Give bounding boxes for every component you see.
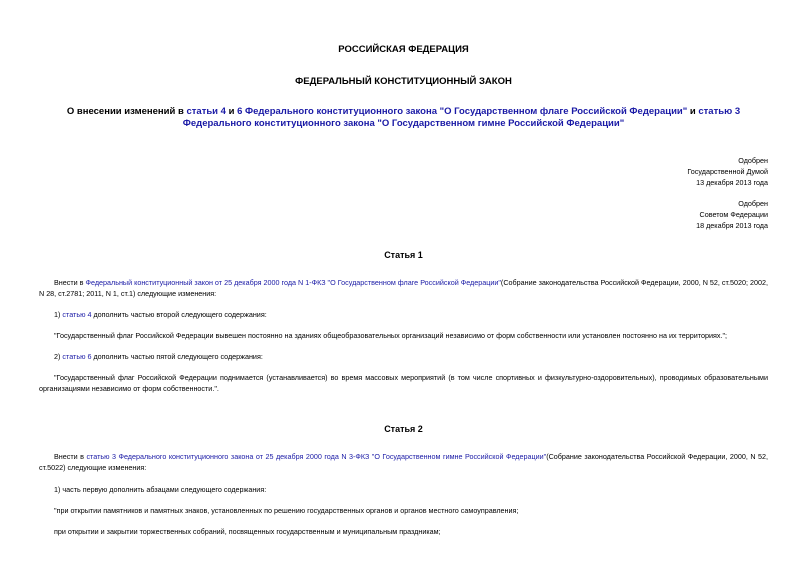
article-1-intro bbox=[39, 278, 768, 299]
approval-date: 13 декабря 2013 года bbox=[696, 178, 768, 187]
anthem-law-link[interactable]: статью 3 Федерального конституционного закона от 25 декабря 2000 года N 3-ФКЗ "О Государственном гимне Российской Федерации" bbox=[86, 452, 547, 461]
paragraph-text: дополнить частью второй следующего содержания: bbox=[91, 310, 267, 319]
article-1-quote-1: "Государственный флаг Российской Федерации вывешен постоянно на зданиях общеобразовательных организаций независимо от форм собственности или установлен постоянно на их территориях."; bbox=[54, 331, 728, 340]
article-1-item-2 bbox=[39, 352, 768, 363]
approval-duma bbox=[687, 155, 768, 188]
article-4-link[interactable]: статью 4 bbox=[62, 310, 92, 319]
law-type-heading: ФЕДЕРАЛЬНЫЙ КОНСТИТУЦИОННЫЙ ЗАКОН bbox=[295, 76, 512, 87]
law-title-link-anthem-law[interactable]: статью 3 Федерального конституционного закона "О Государственном гимне Российской Федерации" bbox=[182, 106, 741, 129]
law-title-link-flag-law[interactable]: 6 Федерального конституционного закона "О Государственном флаге Российской Федерации" bbox=[237, 106, 688, 117]
law-title-text: и bbox=[225, 106, 238, 117]
approval-body: Государственной Думой bbox=[687, 167, 768, 176]
article-6-link[interactable]: статью 6 bbox=[62, 352, 92, 361]
article-2-item-1: 1) часть первую дополнить абзацами следующего содержания: bbox=[54, 485, 267, 494]
approval-council bbox=[696, 198, 768, 231]
item-number: 1) bbox=[54, 310, 63, 319]
approval-date: 18 декабря 2013 года bbox=[696, 221, 768, 230]
flag-law-link[interactable]: Федеральный конституционный закон от 25 декабря 2000 года N 1-ФКЗ "О Государственном флаге Российской Федерации" bbox=[85, 278, 501, 287]
item-number: 2) bbox=[54, 352, 63, 361]
law-title bbox=[40, 106, 767, 130]
approval-label: Одобрен bbox=[738, 156, 768, 165]
law-title-text: и bbox=[687, 106, 699, 117]
article-2-intro bbox=[39, 452, 768, 473]
paragraph-text: дополнить частью пятой следующего содержания: bbox=[91, 352, 263, 361]
article-1-heading: Статья 1 bbox=[384, 250, 423, 260]
paragraph-text: Внести в bbox=[54, 452, 87, 461]
article-2-quote-1: "при открытии памятников и памятных знаков, установленных по решению государственных органов и органов местного самоуправления; bbox=[54, 506, 519, 515]
approval-label: Одобрен bbox=[738, 199, 768, 208]
paragraph-text: (Собрание законодательства Российской Федерации, 2000, N 52, ст.5020; 2002, N 28, ст.2781; 2011, N 1, ст.1) следующие изменения: bbox=[39, 278, 768, 298]
approval-body: Советом Федерации bbox=[699, 210, 768, 219]
country-heading: РОССИЙСКАЯ ФЕДЕРАЦИЯ bbox=[338, 44, 469, 55]
article-1-item-1 bbox=[39, 310, 768, 321]
paragraph-text: Внести в bbox=[54, 278, 86, 287]
article-1-quote-2: "Государственный флаг Российской Федерации поднимается (устанавливается) во время массовых мероприятий (в том числе спортивных и физкультурно-оздоровительных), проводимых образовательными организациями независимо от форм собственности.". bbox=[39, 373, 768, 393]
law-title-link-articles-4[interactable]: статьи 4 bbox=[186, 106, 226, 117]
paragraph-text: (Собрание законодательства Российской Федерации, 2000, N 52, ст.5022) следующие изменения: bbox=[39, 452, 768, 472]
law-title-text: О внесении изменений в bbox=[66, 106, 187, 117]
article-2-quote-2: при открытии и закрытии торжественных собраний, посвященных государственным и муниципальным праздникам; bbox=[54, 527, 441, 536]
article-2-heading: Статья 2 bbox=[384, 424, 423, 434]
